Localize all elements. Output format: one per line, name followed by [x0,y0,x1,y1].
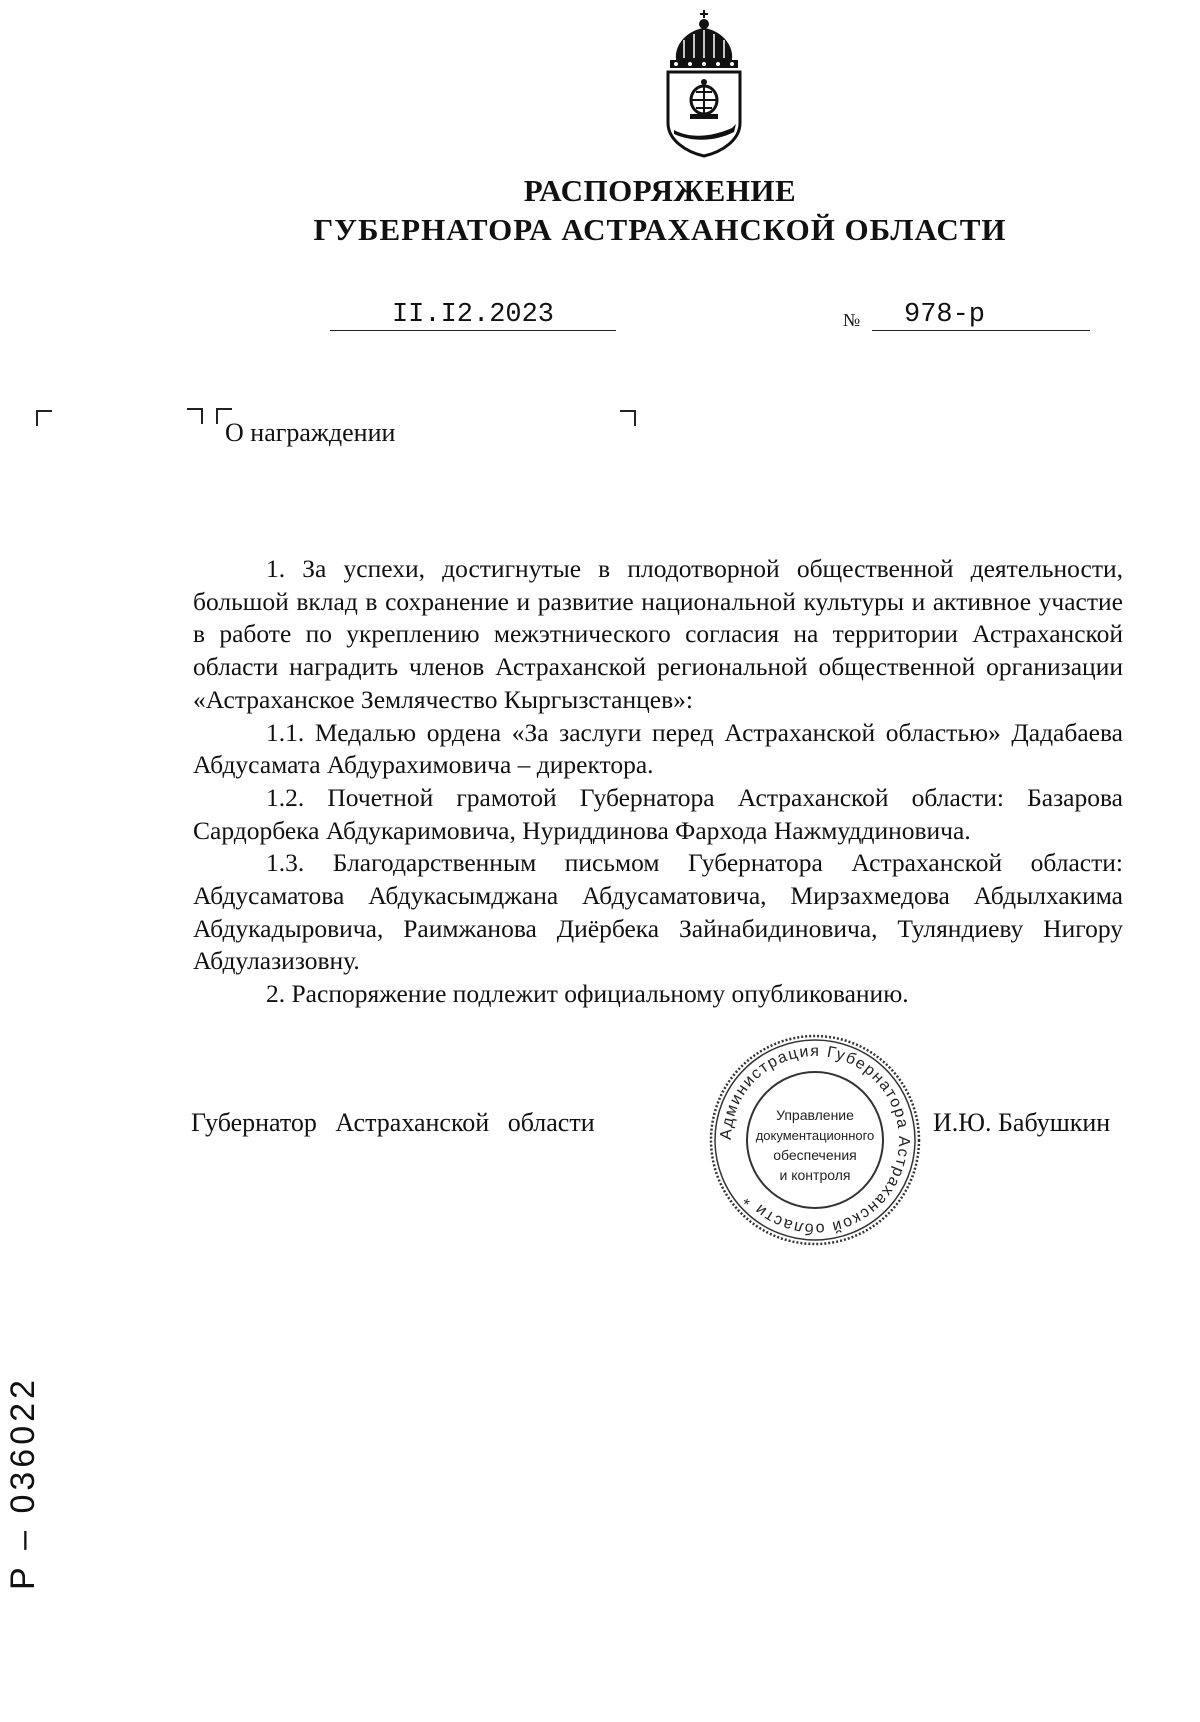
corner-mark [187,408,203,424]
stamp-ring-text: Администрация Губернатора Астраханской области * [717,1042,913,1238]
corner-mark [36,410,52,426]
stamp-line: обеспечения [773,1147,857,1163]
stamp-line: документационного [755,1128,875,1143]
date-underline [330,330,616,331]
document-body [193,553,1123,1011]
number-underline [872,330,1090,331]
stamp-line: Управление [776,1107,854,1123]
corner-mark [620,410,636,426]
document-number: 978-р [904,300,986,330]
document-date: II.I2.2023 [391,300,555,330]
issuer-title: ГУБЕРНАТОРА АСТРАХАНСКОЙ ОБЛАСТИ [313,212,1007,247]
paragraph: 1.1. Медалью ордена «За заслуги перед Астраханской областью» Дадабаева Абдусамата Абдурахимовича – директора. [193,717,1123,780]
paragraph: 1.2. Почетной грамотой Губернатора Астраханской области: Базарова Сардорбека Абдукаримовича, Нуриддинова Фархода Нажмуддиновича. [193,782,1123,845]
stamp-line: и контроля [779,1167,851,1183]
paragraph: 1.3. Благодарственным письмом Губернатора Астраханской области: Абдусаматова Абдукасымджана Абдусаматовича, Мирзахмедова Абдылхакима Абдукадыровича, Раимжанова Диёрбека Зайнабидиновича, Туляндиеву Нигору Абдулазизовну. [193,848,1123,976]
official-stamp [705,1030,925,1250]
coat-of-arms-icon [654,8,754,158]
paragraph: 1. За успехи, достигнутые в плодотворной общественной деятельности, большой вклад в сохранение и развитие национальной культуры и активное участие в работе по укреплению межэтнического согласия на территории Астраханской области наградить членов Астраханской региональной общественной организации «Астраханское Землячество Кыргызстанцев»: [193,554,1123,714]
registration-number: Р – 036022 [4,1376,42,1590]
signatory-title: Губернатор Астраханской области [191,1108,595,1137]
document-subject: О награждении [225,418,396,447]
paragraph: 2. Распоряжение подлежит официальному опубликованию. [266,979,909,1009]
number-sign: № [843,310,861,330]
document-type-title: РАСПОРЯЖЕНИЕ [523,173,797,208]
signatory-name: И.Ю. Бабушкин [933,1108,1111,1137]
